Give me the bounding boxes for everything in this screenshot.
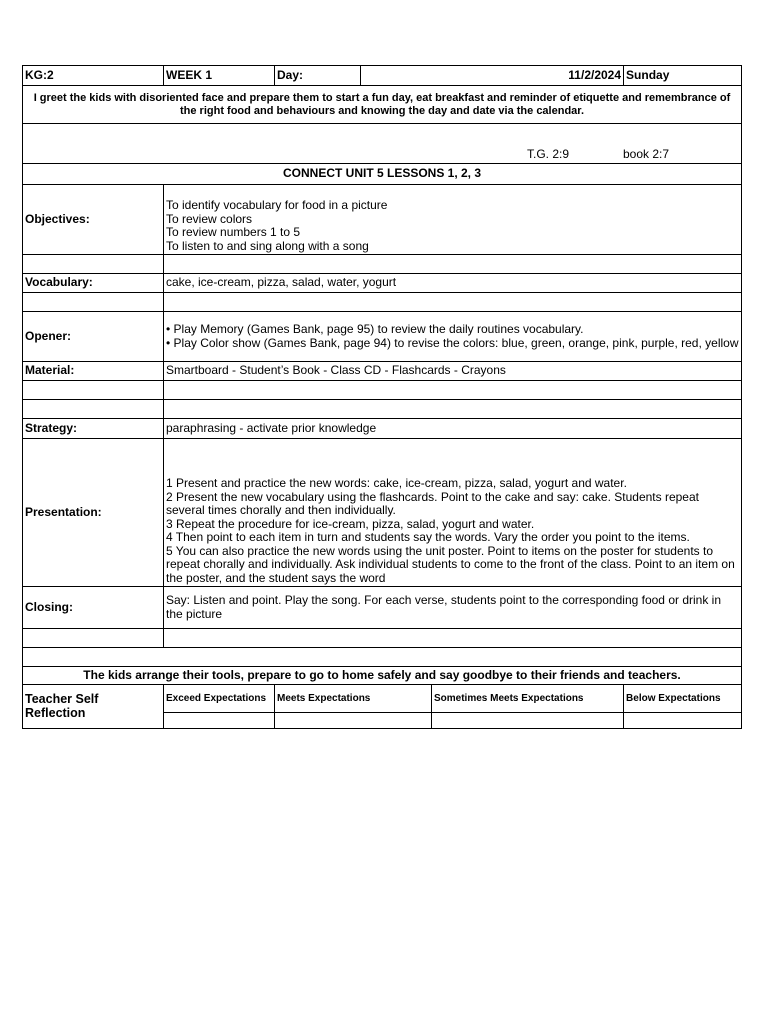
unit-title-row	[23, 164, 742, 185]
meets-expectations-cell[interactable]	[275, 713, 432, 729]
material-row	[23, 362, 742, 381]
presentation-row	[23, 439, 742, 587]
strategy-label: Strategy:	[23, 419, 164, 439]
blank-row	[23, 293, 742, 312]
vocabulary-row	[23, 274, 742, 293]
greeting-text: I greet the kids with disoriented face and prepare them to start a fun day, eat breakfast and reminder of etiquette and remembrance of the right food and behaviours and knowing the day and date via the calendar.	[23, 86, 742, 124]
lesson-plan-table	[22, 65, 742, 729]
presentation-step: 2 Present the new vocabulary using the flashcards. Point to the cake and say: cake. Students repeat several times chorally and then individually.	[166, 489, 699, 517]
closing-row	[23, 587, 742, 629]
blank-cell	[164, 293, 742, 312]
opener-content	[164, 312, 742, 362]
exceed-expectations-header: Exceed Expectations	[164, 685, 275, 713]
objectives-label: Objectives:	[23, 185, 164, 255]
reflection-row	[23, 685, 742, 713]
objectives-content	[164, 185, 742, 255]
blank-row	[23, 255, 742, 274]
blank-cell	[23, 629, 164, 648]
material-text: Smartboard - Student’s Book - Class CD - Flashcards - Crayons	[164, 362, 742, 381]
lesson-plan-sheet	[22, 65, 741, 729]
objectives-row	[23, 185, 742, 255]
meets-expectations-header: Meets Expectations	[275, 685, 432, 713]
presentation-step: 4 Then point to each item in turn and students say the words. Vary the order you point to the items.	[166, 530, 690, 544]
opener-item: • Play Memory (Games Bank, page 95) to review the daily routines vocabulary.	[166, 322, 584, 336]
presentation-step: 1 Present and practice the new words: cake, ice-cream, pizza, salad, yogurt and water.	[166, 476, 627, 490]
blank-row	[23, 629, 742, 648]
closing-text: Say: Listen and point. Play the song. For each verse, students point to the corresponding food or drink in the picture	[164, 587, 742, 629]
farewell-row	[23, 667, 742, 685]
below-expectations-header: Below Expectations	[624, 685, 742, 713]
opener-item: • Play Color show (Games Bank, page 94) to revise the colors: blue, green, orange, pink, purple, red, yellow	[166, 335, 739, 350]
objective-item: To listen to and sing along with a song	[166, 238, 369, 253]
objective-item: To review colors	[166, 211, 253, 226]
blank-cell	[164, 255, 742, 274]
blank-cell	[23, 255, 164, 274]
opener-row	[23, 312, 742, 362]
farewell-text: The kids arrange their tools, prepare to go to home safely and say goodbye to their friends and teachers.	[23, 667, 742, 685]
blank-cell	[164, 381, 742, 400]
blank-row	[23, 648, 742, 667]
below-expectations-cell[interactable]	[624, 713, 742, 729]
unit-title: CONNECT UNIT 5 LESSONS 1, 2, 3	[23, 164, 742, 185]
sometimes-meets-cell[interactable]	[432, 713, 624, 729]
weekday-cell: Sunday	[624, 66, 742, 86]
reflection-label: Teacher Self Reflection	[23, 685, 164, 729]
blank-row	[23, 381, 742, 400]
presentation-content	[164, 439, 742, 587]
strategy-row	[23, 419, 742, 439]
presentation-step: 3 Repeat the procedure for ice-cream, pizza, salad, yogurt and water.	[166, 516, 535, 531]
presentation-step: 5 You can also practice the new words using the unit poster. Point to items on the poster for students to repeat chorally and individually. Ask individual students to come to the front of the class. Point to an item on the poster, and the student says the word	[166, 543, 735, 585]
date-cell: 11/2/2024	[361, 66, 624, 86]
grade-cell: KG:2	[23, 66, 164, 86]
book-ref: book 2:7	[623, 146, 670, 161]
blank-cell	[164, 400, 742, 419]
objective-item: To identify vocabulary for food in a picture	[166, 198, 388, 212]
objective-item: To review numbers 1 to 5	[166, 225, 301, 239]
sometimes-meets-header: Sometimes Meets Expectations	[432, 685, 624, 713]
blank-cell	[164, 629, 742, 648]
opener-label: Opener:	[23, 312, 164, 362]
vocabulary-text: cake, ice-cream, pizza, salad, water, yogurt	[164, 274, 742, 293]
exceed-expectations-cell[interactable]	[164, 713, 275, 729]
blank-cell	[23, 293, 164, 312]
blank-cell	[23, 400, 164, 419]
strategy-text: paraphrasing - activate prior knowledge	[164, 419, 742, 439]
teacher-guide-ref: T.G. 2:9	[527, 146, 570, 161]
blank-cell	[23, 381, 164, 400]
header-row	[23, 66, 742, 86]
blank-row	[23, 400, 742, 419]
day-label-cell: Day:	[275, 66, 361, 86]
presentation-label: Presentation:	[23, 439, 164, 587]
closing-label: Closing:	[23, 587, 164, 629]
references-cell	[23, 124, 742, 164]
material-label: Material:	[23, 362, 164, 381]
greeting-row	[23, 86, 742, 124]
vocabulary-label: Vocabulary:	[23, 274, 164, 293]
week-cell: WEEK 1	[164, 66, 275, 86]
references-row	[23, 124, 742, 164]
blank-cell	[23, 648, 742, 667]
